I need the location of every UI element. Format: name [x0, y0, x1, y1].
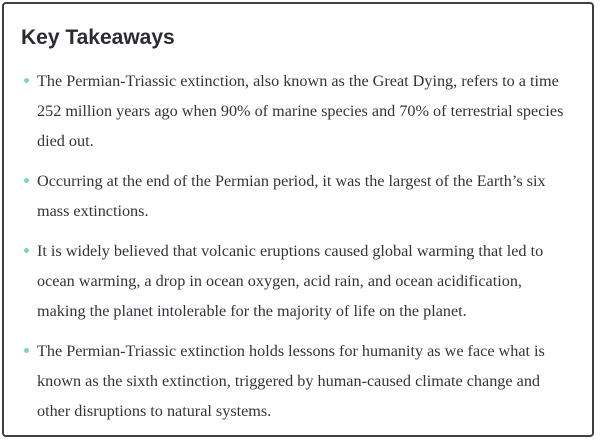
bullet-icon [24, 348, 29, 353]
bullet-icon [24, 178, 29, 183]
bullet-icon [24, 78, 29, 83]
list-item [4, 166, 564, 226]
list-item [4, 66, 564, 156]
list-item [4, 236, 564, 326]
takeaways-list [4, 66, 564, 436]
bullet-icon [24, 248, 29, 253]
list-item-text: Occurring at the end of the Permian period, it was the largest of the Earth’s six mass extinctions. [37, 172, 546, 220]
list-item-text: It is widely believed that volcanic eruptions caused global warming that led to ocean warming, a drop in ocean oxygen, acid rain, and ocean acidification, making the planet intolerable for the majority of life on the planet. [37, 242, 544, 320]
list-item-text: The Permian-Triassic extinction, also known as the Great Dying, refers to a time 252 million years ago when 90% of marine species and 70% of terrestrial species died out. [37, 72, 564, 150]
list-item-text: The Permian-Triassic extinction holds lessons for humanity as we face what is known as the sixth extinction, triggered by human-caused climate change and other disruptions to natural systems. [37, 342, 545, 420]
key-takeaways-card [2, 2, 594, 437]
list-item [4, 336, 564, 426]
card-title: Key Takeaways [21, 26, 175, 49]
